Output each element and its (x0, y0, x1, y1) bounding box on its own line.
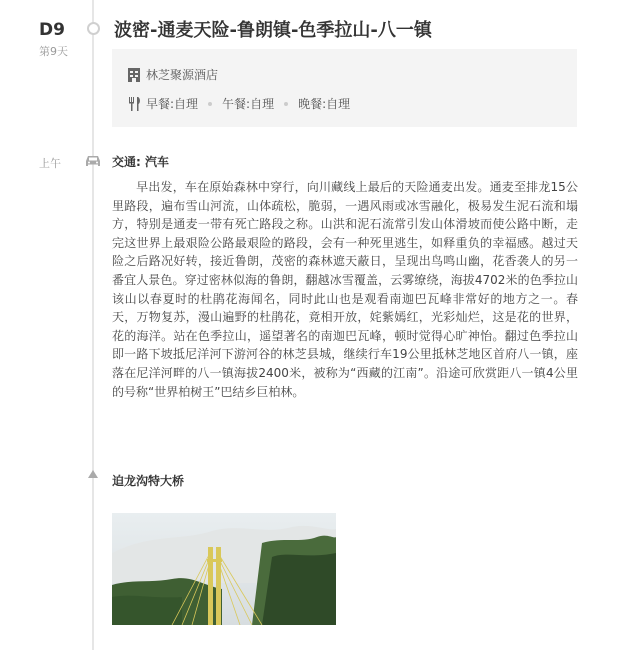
timeline-line (92, 0, 94, 650)
hotel-name[interactable]: 林芝聚源酒店 (146, 68, 219, 82)
breakfast: 早餐:自理 (146, 97, 199, 111)
attraction-name[interactable]: 迫龙沟特大桥 (112, 474, 185, 488)
day-label: 第9天 (39, 45, 68, 58)
day-code: D9 (39, 20, 65, 40)
hotel-row (128, 66, 218, 83)
itinerary-title: 波密-通麦天险-鲁朗镇-色季拉山-八一镇 (114, 20, 432, 41)
meal-separator (284, 102, 288, 106)
bridge-photo-illustration (112, 513, 336, 625)
meal-separator (208, 102, 212, 106)
segment-time: 上午 (39, 157, 61, 170)
attraction-photo[interactable] (112, 513, 336, 625)
segment-description (112, 178, 578, 401)
transport-label: 交通: 汽车 (112, 155, 169, 169)
car-icon (85, 154, 101, 168)
timeline-dot (87, 22, 100, 35)
dinner: 晚餐:自理 (298, 97, 351, 111)
fork-knife-icon (128, 97, 142, 111)
hotel-icon (128, 68, 140, 82)
day-info-box (112, 49, 577, 127)
mountain-marker-icon (88, 470, 98, 478)
lunch: 午餐:自理 (222, 97, 275, 111)
description-text: 早出发，车在原始森林中穿行，向川藏线上最后的天险通麦出发。通麦至排龙15公里路段，遍布雪山河流，山体疏松，脆弱，一遇风雨或冰雪融化，极易发生泥石流和塌方，特别是通麦一带有死亡路段之称。山洪和泥石流常引发山体滑坡而使公路中断，走完这世界上最艰险公路最艰险的路段，会有一种死里逃生，如释重负的幸福感。越过天险之后路况好转，接近鲁朗，茂密的森林遮天蔽日，呈现出鸟鸣山幽，花香袭人的另一番宜人景色。穿过密林似海的鲁朗，翻越冰雪覆盖，云雾缭绕，海拔4702米的色季拉山该山以春夏时的杜鹃花海闻名，同时此山也是观看南迦巴瓦峰非常好的地方之一。春天，万物复苏，漫山遍野的杜鹃花，竟相开放，姹紫嫣红，光彩灿烂，这是花的世界，花的海洋。站在色季拉山，遥望著名的南迦巴瓦峰，顿时觉得心旷神怡。翻过色季拉山即一路下坡抵尼洋河下游河谷的林芝县城，继续行车19公里抵林芝地区首府八一镇，座落在尼洋河畔的八一镇海拔2400米，被称为“西藏的江南”。沿途可欣赏距八一镇4公里的号称“世界柏树王”巴结乡巨柏林。 (112, 180, 578, 399)
meals-row (128, 95, 350, 112)
